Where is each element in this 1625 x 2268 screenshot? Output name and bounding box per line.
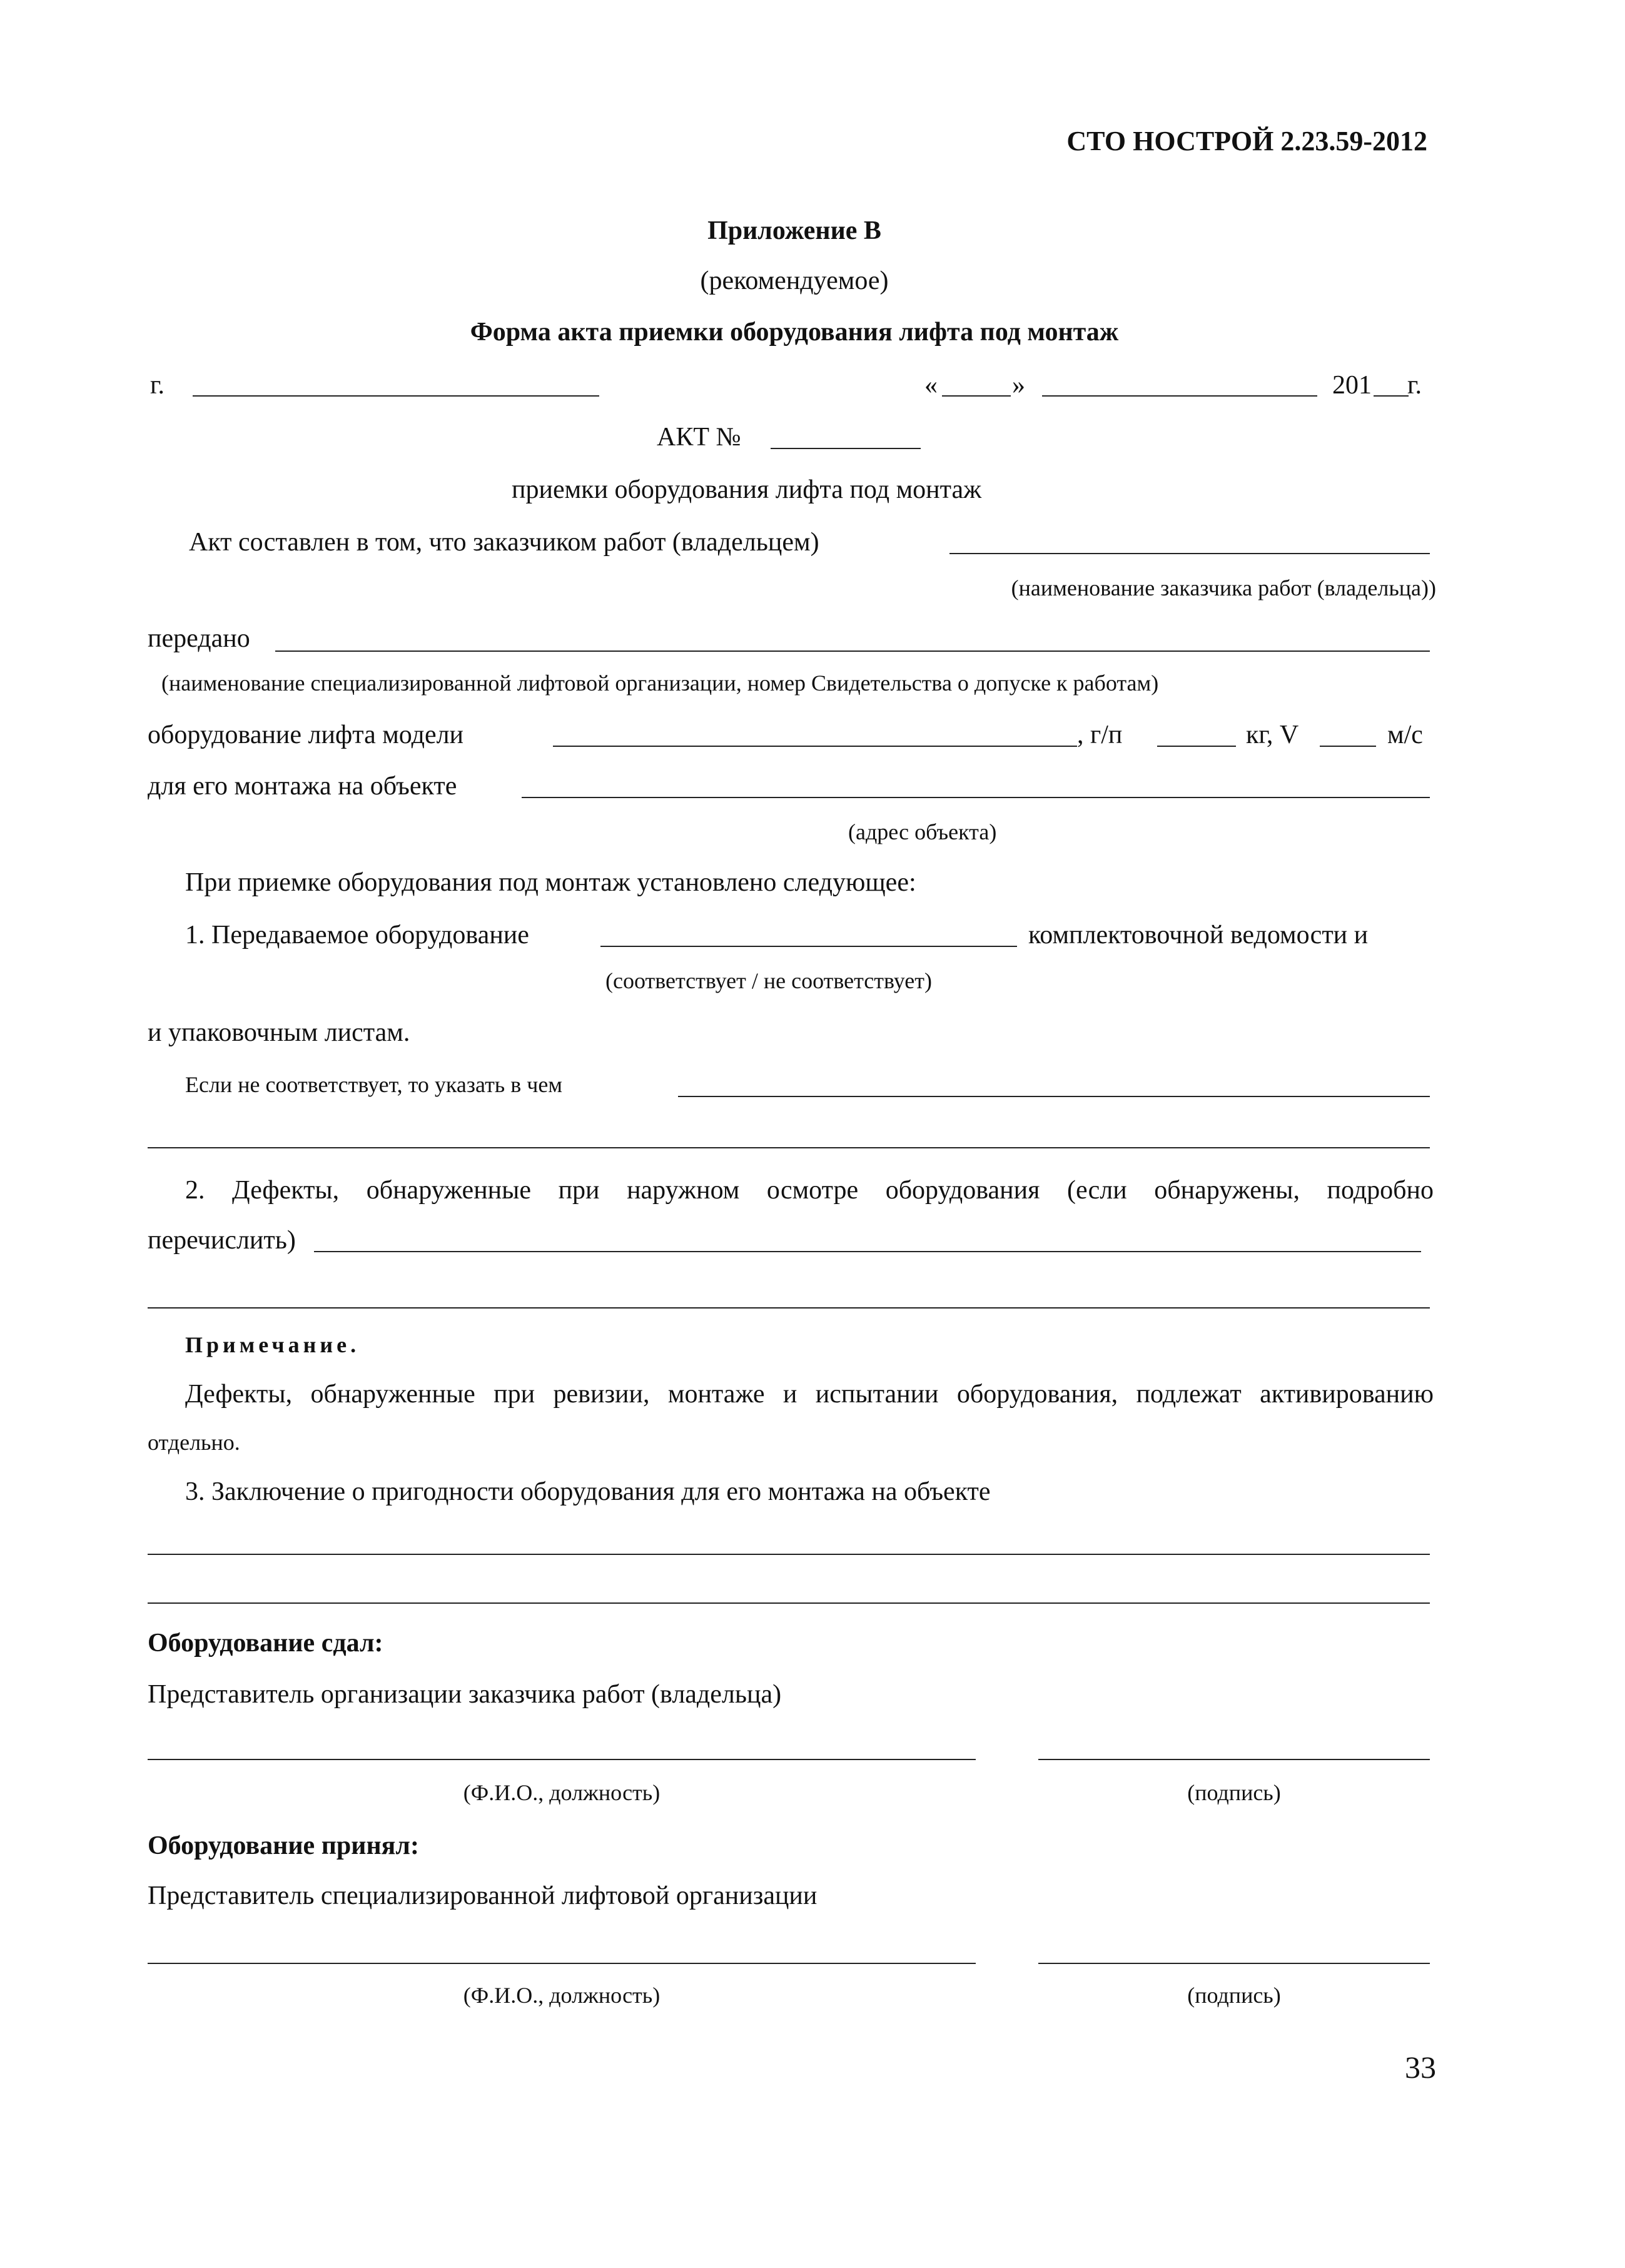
- organization-blank: [275, 651, 1430, 652]
- intro-text: Акт составлен в том, что заказчиком работ (владельцем): [189, 528, 819, 557]
- mismatch-blank: [678, 1096, 1430, 1097]
- note-word: при: [494, 1380, 535, 1409]
- accepted-rep: Представитель специализированной лифтовой организации: [148, 1881, 818, 1910]
- accepted-name-blank: [148, 1963, 976, 1964]
- model-blank: [553, 746, 1077, 747]
- note-word: монтаже: [667, 1380, 765, 1409]
- accepted-sign-blank: [1038, 1963, 1430, 1964]
- item2-line: [185, 1177, 1434, 1203]
- note-word: активированию: [1260, 1380, 1434, 1409]
- accepted-title: Оборудование принял:: [148, 1831, 419, 1860]
- item1-hint: (соответствует / не соответствует): [605, 968, 932, 993]
- act-number-blank: [771, 448, 921, 449]
- page-number: 33: [1405, 2050, 1436, 2085]
- accepted-name-hint: (Ф.И.О., должность): [463, 1983, 661, 2008]
- mismatch-blank-2: [148, 1147, 1430, 1148]
- quote-open: «: [924, 371, 938, 400]
- handed-over-sign-blank: [1038, 1759, 1430, 1760]
- item2-word: осмотре: [766, 1176, 859, 1205]
- item2-word: оборудования: [885, 1176, 1040, 1205]
- item2-word: обнаруженные: [366, 1176, 532, 1205]
- quote-close: »: [1012, 371, 1025, 400]
- site-hint: (адрес объекта): [848, 819, 997, 844]
- findings-intro: При приемке оборудования под монтаж установлено следующее:: [185, 868, 916, 897]
- month-blank: [1042, 395, 1317, 397]
- mismatch-label: Если не соответствует, то указать в чем: [185, 1072, 563, 1097]
- speed-blank: [1320, 746, 1376, 747]
- item2-word: наружном: [627, 1176, 740, 1205]
- item2-word: 2.: [185, 1176, 205, 1205]
- standard-code: СТО НОСТРОЙ 2.23.59-2012: [1066, 126, 1427, 156]
- year-blank: [1374, 395, 1409, 397]
- note-word: оборудования,: [956, 1380, 1118, 1409]
- item2-word: при: [558, 1176, 600, 1205]
- note-word: ревизии,: [553, 1380, 650, 1409]
- speed-unit: м/с: [1387, 721, 1423, 749]
- site-label: для его монтажа на объекте: [148, 772, 457, 801]
- note-title: Примечание.: [185, 1332, 360, 1357]
- note-word: обнаруженные: [310, 1380, 475, 1409]
- handed-over-name-hint: (Ф.И.О., должность): [463, 1780, 661, 1805]
- act-subtitle: приемки оборудования лифта под монтаж: [512, 475, 982, 504]
- day-blank: [942, 395, 1011, 397]
- organization-hint: (наименование специализированной лифтовой организации, номер Свидетельства о допуске к работам): [161, 671, 1159, 696]
- item2-word: (если: [1066, 1176, 1127, 1205]
- handed-over-sign-hint: (подпись): [1187, 1780, 1281, 1805]
- city-blank: [193, 395, 599, 397]
- appendix-status: (рекомендуемое): [700, 266, 889, 295]
- handed-label: передано: [148, 624, 250, 653]
- appendix-title: Приложение В: [707, 216, 881, 245]
- item2-word: обнаружены,: [1154, 1176, 1300, 1205]
- defects-blank: [314, 1251, 1421, 1252]
- defects-blank-2: [148, 1307, 1430, 1309]
- act-number-label: АКТ №: [657, 423, 741, 452]
- handed-over-rep: Представитель организации заказчика работ (владельца): [148, 1680, 782, 1709]
- conclusion-blank-2: [148, 1602, 1430, 1604]
- capacity-label: , г/п: [1077, 721, 1123, 749]
- note-line: [185, 1381, 1434, 1407]
- item2-word: подробно: [1327, 1176, 1434, 1205]
- handed-over-title: Оборудование сдал:: [148, 1629, 383, 1658]
- model-label: оборудование лифта модели: [148, 721, 464, 749]
- item1-cont: и упаковочным листам.: [148, 1018, 410, 1047]
- accepted-sign-hint: (подпись): [1187, 1983, 1281, 2008]
- customer-blank: [949, 553, 1430, 554]
- year-suffix: г.: [1407, 371, 1422, 400]
- item1-prefix: 1. Передаваемое оборудование: [185, 921, 529, 949]
- item3-text: 3. Заключение о пригодности оборудования для его монтажа на объекте: [185, 1477, 991, 1506]
- item2-word: Дефекты,: [232, 1176, 340, 1205]
- conclusion-blank: [148, 1554, 1430, 1555]
- item1-blank: [600, 946, 1017, 947]
- note-word: испытании: [815, 1380, 939, 1409]
- capacity-blank: [1157, 746, 1236, 747]
- kg-label: кг, V: [1246, 721, 1299, 749]
- year-prefix: 201: [1332, 371, 1372, 400]
- item2-cont: перечислить): [148, 1226, 296, 1255]
- customer-hint: (наименование заказчика работ (владельца)): [1011, 575, 1436, 600]
- note-cont: отдельно.: [148, 1430, 240, 1455]
- city-prefix: г.: [150, 371, 165, 400]
- site-blank: [522, 797, 1430, 798]
- handed-over-name-blank: [148, 1759, 976, 1760]
- item1-suffix: комплектовочной ведомости и: [1028, 921, 1369, 949]
- note-word: Дефекты,: [185, 1380, 293, 1409]
- note-word: подлежат: [1136, 1380, 1242, 1409]
- note-word: и: [782, 1380, 797, 1409]
- form-title: Форма акта приемки оборудования лифта под монтаж: [470, 318, 1119, 347]
